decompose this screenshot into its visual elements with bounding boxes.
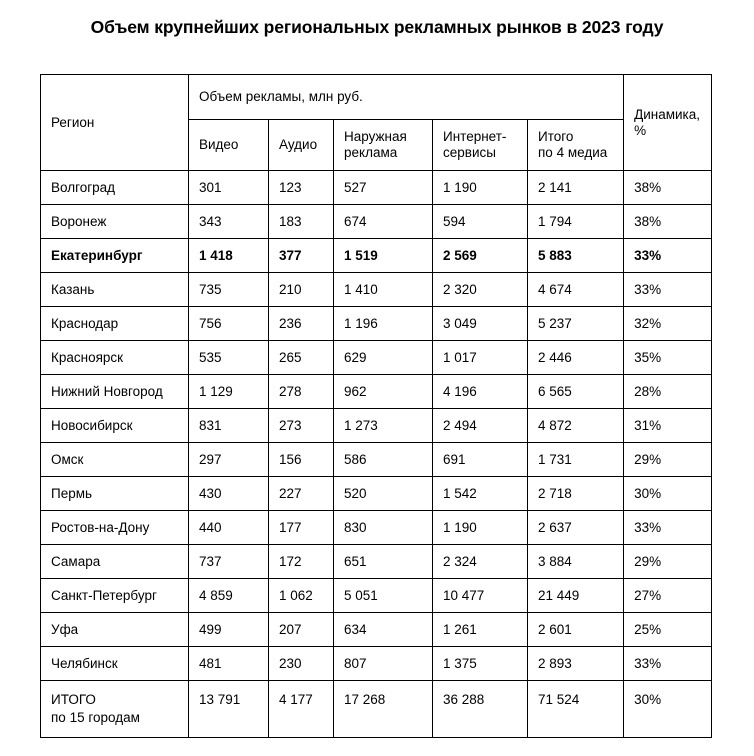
- cell-internet: 1 190: [433, 171, 528, 205]
- column-header-outdoor: [334, 120, 433, 171]
- cell-region: Самара: [41, 545, 189, 579]
- cell-internet: 2 324: [433, 545, 528, 579]
- table-row: [41, 579, 712, 613]
- column-header-total-4-media: [528, 120, 624, 171]
- cell-dynamics: 38%: [624, 205, 712, 239]
- table-row: [41, 409, 712, 443]
- column-header-dynamics: [624, 75, 712, 171]
- cell-video: 756: [189, 307, 269, 341]
- cell-total: 2 141: [528, 171, 624, 205]
- cell-total-outdoor: 17 268: [334, 681, 433, 738]
- cell-video: 737: [189, 545, 269, 579]
- cell-video: 499: [189, 613, 269, 647]
- cell-video: 1 129: [189, 375, 269, 409]
- cell-internet: 1 375: [433, 647, 528, 681]
- cell-outdoor: 807: [334, 647, 433, 681]
- cell-region: Новосибирск: [41, 409, 189, 443]
- cell-region: Нижний Новгород: [41, 375, 189, 409]
- cell-audio: 177: [269, 511, 334, 545]
- cell-total-video: 13 791: [189, 681, 269, 738]
- cell-dynamics: 32%: [624, 307, 712, 341]
- ad-market-table: [40, 74, 712, 738]
- cell-total-label-line2: по 15 городам: [51, 710, 140, 725]
- cell-video: 481: [189, 647, 269, 681]
- cell-outdoor: 962: [334, 375, 433, 409]
- cell-outdoor: 1 273: [334, 409, 433, 443]
- table-row: [41, 511, 712, 545]
- column-header-audio: Аудио: [269, 120, 334, 171]
- table-row: [41, 205, 712, 239]
- cell-total-dynamics: 30%: [624, 681, 712, 738]
- cell-outdoor: 520: [334, 477, 433, 511]
- cell-total-sum: 71 524: [528, 681, 624, 738]
- cell-audio: 278: [269, 375, 334, 409]
- cell-dynamics: 38%: [624, 171, 712, 205]
- cell-outdoor: 830: [334, 511, 433, 545]
- cell-outdoor: 1 519: [334, 239, 433, 273]
- cell-internet: 1 542: [433, 477, 528, 511]
- cell-total-label: [41, 681, 189, 738]
- table-row: [41, 341, 712, 375]
- cell-region: Санкт-Петербург: [41, 579, 189, 613]
- cell-audio: 377: [269, 239, 334, 273]
- page-title: Объем крупнейших региональных рекламных рынков в 2023 году: [90, 17, 664, 37]
- table-row: [41, 375, 712, 409]
- cell-video: 535: [189, 341, 269, 375]
- cell-total: 4 674: [528, 273, 624, 307]
- header-row-top: [41, 75, 712, 120]
- cell-audio: 207: [269, 613, 334, 647]
- cell-outdoor: 586: [334, 443, 433, 477]
- column-header-internet: [433, 120, 528, 171]
- cell-region: Ростов-на-Дону: [41, 511, 189, 545]
- cell-region: Челябинск: [41, 647, 189, 681]
- cell-region: Пермь: [41, 477, 189, 511]
- cell-video: 735: [189, 273, 269, 307]
- table-row: [41, 545, 712, 579]
- column-header-internet-line1: Интернет-: [443, 129, 507, 144]
- cell-video: 831: [189, 409, 269, 443]
- table-row: [41, 613, 712, 647]
- column-header-total-line2: по 4 медиа: [538, 145, 608, 160]
- cell-total-audio: 4 177: [269, 681, 334, 738]
- column-header-volume-group: Объем рекламы, млн руб.: [189, 75, 624, 120]
- cell-outdoor: 674: [334, 205, 433, 239]
- cell-total: 5 237: [528, 307, 624, 341]
- cell-dynamics: 29%: [624, 545, 712, 579]
- cell-total: 2 637: [528, 511, 624, 545]
- ad-market-table-container: [40, 74, 711, 738]
- cell-internet: 3 049: [433, 307, 528, 341]
- cell-dynamics: 33%: [624, 511, 712, 545]
- cell-outdoor: 527: [334, 171, 433, 205]
- cell-video: 1 418: [189, 239, 269, 273]
- cell-outdoor: 629: [334, 341, 433, 375]
- cell-audio: 183: [269, 205, 334, 239]
- cell-region: Воронеж: [41, 205, 189, 239]
- cell-internet: 594: [433, 205, 528, 239]
- cell-internet: 2 494: [433, 409, 528, 443]
- cell-total: 5 883: [528, 239, 624, 273]
- cell-dynamics: 28%: [624, 375, 712, 409]
- cell-outdoor: 5 051: [334, 579, 433, 613]
- cell-internet: 1 190: [433, 511, 528, 545]
- cell-total: 3 884: [528, 545, 624, 579]
- table-row-total: [41, 681, 712, 738]
- cell-dynamics: 27%: [624, 579, 712, 613]
- cell-audio: 230: [269, 647, 334, 681]
- column-header-total-line1: Итого: [538, 129, 574, 144]
- table-row: [41, 443, 712, 477]
- cell-total: 6 565: [528, 375, 624, 409]
- table-footer: [41, 681, 712, 738]
- cell-dynamics: 29%: [624, 443, 712, 477]
- cell-region: Красноярск: [41, 341, 189, 375]
- cell-audio: 273: [269, 409, 334, 443]
- cell-total: 2 446: [528, 341, 624, 375]
- cell-internet: 1 017: [433, 341, 528, 375]
- cell-region: Уфа: [41, 613, 189, 647]
- cell-total: 1 794: [528, 205, 624, 239]
- cell-outdoor: 634: [334, 613, 433, 647]
- table-row: [41, 273, 712, 307]
- cell-outdoor: 1 410: [334, 273, 433, 307]
- cell-dynamics: 30%: [624, 477, 712, 511]
- cell-dynamics: 25%: [624, 613, 712, 647]
- table-header: [41, 75, 712, 171]
- cell-video: 430: [189, 477, 269, 511]
- table-body: [41, 171, 712, 681]
- cell-internet: 4 196: [433, 375, 528, 409]
- cell-audio: 172: [269, 545, 334, 579]
- column-header-outdoor-line2: реклама: [344, 145, 398, 160]
- cell-audio: 236: [269, 307, 334, 341]
- table-row: [41, 307, 712, 341]
- cell-internet: 10 477: [433, 579, 528, 613]
- cell-video: 4 859: [189, 579, 269, 613]
- cell-region: Волгоград: [41, 171, 189, 205]
- column-header-region: Регион: [41, 75, 189, 171]
- cell-internet: 1 261: [433, 613, 528, 647]
- cell-audio: 227: [269, 477, 334, 511]
- cell-total-label-line1: ИТОГО: [51, 692, 96, 707]
- column-header-video: Видео: [189, 120, 269, 171]
- cell-audio: 156: [269, 443, 334, 477]
- cell-region: Омск: [41, 443, 189, 477]
- cell-dynamics: 33%: [624, 239, 712, 273]
- cell-total: 1 731: [528, 443, 624, 477]
- cell-audio: 1 062: [269, 579, 334, 613]
- cell-region: Краснодар: [41, 307, 189, 341]
- cell-internet: 691: [433, 443, 528, 477]
- cell-dynamics: 35%: [624, 341, 712, 375]
- cell-video: 343: [189, 205, 269, 239]
- cell-total: 2 893: [528, 647, 624, 681]
- table-row: [41, 647, 712, 681]
- column-header-dynamics-line2: %: [634, 122, 647, 138]
- cell-audio: 123: [269, 171, 334, 205]
- table-row: [41, 239, 712, 273]
- cell-video: 440: [189, 511, 269, 545]
- cell-audio: 210: [269, 273, 334, 307]
- cell-internet: 2 320: [433, 273, 528, 307]
- cell-dynamics: 33%: [624, 647, 712, 681]
- cell-total: 21 449: [528, 579, 624, 613]
- cell-video: 297: [189, 443, 269, 477]
- cell-total-internet: 36 288: [433, 681, 528, 738]
- cell-region: Казань: [41, 273, 189, 307]
- cell-outdoor: 651: [334, 545, 433, 579]
- cell-dynamics: 33%: [624, 273, 712, 307]
- column-header-internet-line2: сервисы: [443, 145, 496, 160]
- cell-region: Екатеринбург: [41, 239, 189, 273]
- cell-outdoor: 1 196: [334, 307, 433, 341]
- cell-total: 2 601: [528, 613, 624, 647]
- table-row: [41, 477, 712, 511]
- cell-dynamics: 31%: [624, 409, 712, 443]
- cell-total: 2 718: [528, 477, 624, 511]
- column-header-outdoor-line1: Наружная: [344, 129, 407, 144]
- cell-video: 301: [189, 171, 269, 205]
- cell-audio: 265: [269, 341, 334, 375]
- cell-total: 4 872: [528, 409, 624, 443]
- table-row: [41, 171, 712, 205]
- cell-internet: 2 569: [433, 239, 528, 273]
- column-header-dynamics-line1: Динамика,: [634, 106, 700, 122]
